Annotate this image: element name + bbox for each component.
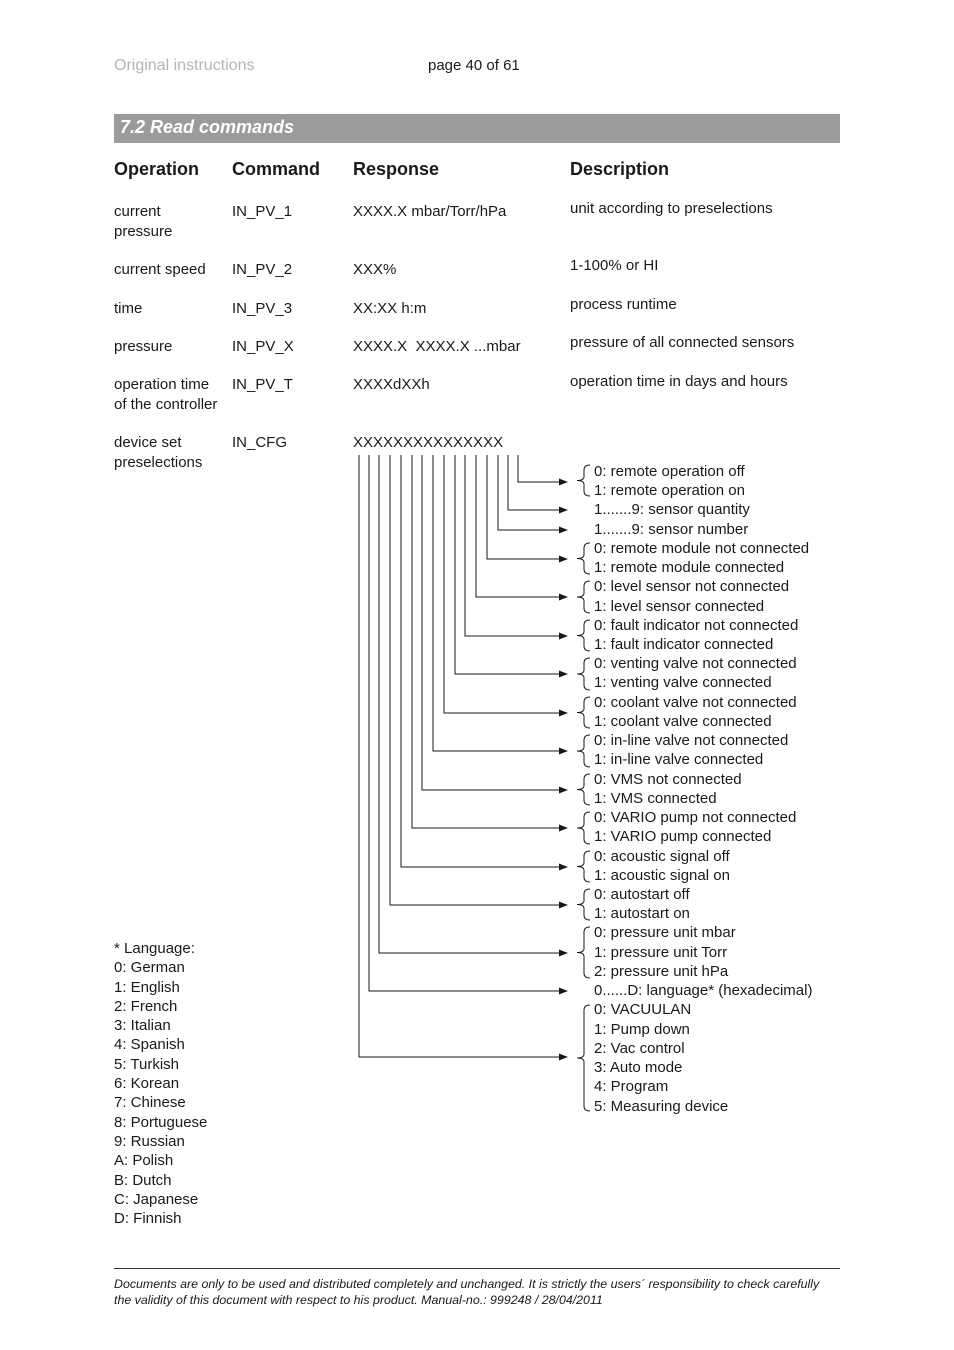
language-item: 8: Portuguese (114, 1113, 208, 1131)
row6-operation-line1: device set (114, 434, 182, 451)
footer-line1: Documents are only to be used and distributed completely and unchanged. It is strictly the users´ responsibility to check carefully (114, 1277, 820, 1291)
row2-command: IN_PV_2 (232, 261, 293, 278)
language-item: D: Finnish (114, 1210, 182, 1228)
row2-response: XXX% (353, 261, 397, 278)
row2-operation: current speed (114, 261, 206, 278)
row4-command: IN_PV_X (232, 338, 294, 355)
cfg-item: 0......D: language* (hexadecimal) (594, 982, 813, 999)
language-item: C: Japanese (114, 1190, 199, 1208)
cfg-item: 1: venting valve connected (594, 674, 772, 691)
cfg-item: 1: pressure unit Torr (594, 944, 728, 961)
brace (577, 697, 590, 728)
language-item: 2: French (114, 997, 178, 1015)
footer-line2: the validity of this document with respect to his product. Manual-no.: 999248 / 28/04/2011 (114, 1293, 603, 1307)
connector-line (518, 455, 560, 482)
brace (577, 774, 590, 805)
brace (577, 889, 590, 920)
section-title: 7.2 Read commands (120, 117, 295, 137)
row5-description: operation time in days and hours (570, 373, 788, 390)
row3-command: IN_PV_3 (232, 300, 293, 317)
language-list (114, 939, 207, 1228)
arrow-head (559, 748, 568, 755)
row2-description: 1-100% or HI (570, 257, 659, 274)
row4-description: pressure of all connected sensors (570, 334, 795, 351)
cfg-item: 0: remote operation off (594, 463, 745, 480)
brace (577, 1005, 590, 1111)
cfg-item: 1: remote module connected (594, 559, 785, 576)
arrow-head (559, 864, 568, 871)
arrow-head (559, 594, 568, 601)
row1-description: unit according to preselections (570, 200, 773, 217)
brace (577, 543, 590, 574)
row3-operation: time (114, 300, 143, 317)
cfg-item: 1: autostart on (594, 905, 690, 922)
row4-operation: pressure (114, 338, 173, 355)
row5-operation-line1: operation time (114, 376, 210, 393)
arrow-head (559, 787, 568, 794)
row6-command: IN_CFG (232, 434, 288, 451)
arrow-head (559, 1054, 568, 1061)
language-item: 5: Turkish (114, 1055, 180, 1073)
header-response: Response (353, 159, 440, 179)
arrow-head (559, 479, 568, 486)
cfg-item: 3: Auto mode (594, 1059, 683, 1076)
cfg-item: 5: Measuring device (594, 1098, 729, 1115)
row5-operation-line2: of the controller (114, 396, 218, 413)
row1-command: IN_PV_1 (232, 203, 293, 220)
connector-line (401, 455, 560, 867)
cfg-item: 0: autostart off (594, 886, 690, 903)
arrow-head (559, 902, 568, 909)
header-original-instructions: Original instructions (114, 57, 255, 74)
cfg-item: 0: VARIO pump not connected (594, 809, 797, 826)
arrow-head (559, 950, 568, 957)
cfg-item: 1: VARIO pump connected (594, 828, 772, 845)
cfg-item: 0: pressure unit mbar (594, 924, 736, 941)
row1-response: XXXX.X mbar/Torr/hPa (353, 203, 507, 220)
row1-operation-line2: pressure (114, 223, 173, 240)
language-title: * Language: (114, 940, 195, 957)
language-item: 9: Russian (114, 1132, 185, 1150)
cfg-item: 1: level sensor connected (594, 598, 765, 615)
language-item: B: Dutch (114, 1171, 172, 1189)
row3-description: process runtime (570, 296, 677, 313)
language-item: 6: Korean (114, 1075, 180, 1093)
cfg-item: 1: Pump down (594, 1021, 690, 1038)
cfg-item: 1: VMS connected (594, 790, 717, 807)
row5-response: XXXXdXXh (353, 376, 430, 393)
cfg-item: 1: acoustic signal on (594, 867, 730, 884)
language-item: 4: Spanish (114, 1036, 185, 1054)
connector-line (359, 455, 560, 1057)
brace (577, 735, 590, 767)
cfg-item: 1.......9: sensor quantity (594, 501, 750, 518)
arrow-head (559, 556, 568, 563)
arrow-head (559, 710, 568, 717)
language-item: 0: German (114, 959, 185, 977)
cfg-item: 1.......9: sensor number (594, 521, 749, 538)
cfg-item: 1: fault indicator connected (594, 636, 774, 653)
row5-command: IN_PV_T (232, 376, 293, 393)
cfg-item: 1: coolant valve connected (594, 713, 772, 730)
header-description: Description (570, 159, 670, 179)
brace (577, 581, 590, 613)
connector-line (390, 455, 560, 905)
cfg-item: 1: remote operation on (594, 482, 745, 499)
row6-operation-line2: preselections (114, 454, 203, 471)
arrow-head (559, 825, 568, 832)
cfg-item: 0: fault indicator not connected (594, 617, 799, 634)
brace (577, 465, 590, 496)
cfg-item: 0: in-line valve not connected (594, 732, 789, 749)
brace (577, 851, 590, 882)
cfg-item: 2: Vac control (594, 1040, 685, 1057)
connector-line (433, 455, 560, 751)
row1-operation-line1: current (114, 203, 161, 220)
row6-response: XXXXXXXXXXXXXXX (353, 434, 504, 451)
page-number: page 40 of 61 (428, 57, 520, 74)
brace (577, 658, 590, 690)
row4-response: XXXX.X XXXX.X ...mbar (353, 338, 521, 355)
cfg-item: 0: acoustic signal off (594, 848, 730, 865)
brace (577, 927, 590, 978)
language-item: 1: English (114, 978, 180, 996)
language-item: 3: Italian (114, 1017, 171, 1035)
cfg-item: 0: venting valve not connected (594, 655, 797, 672)
cfg-item: 0: VMS not connected (594, 771, 742, 788)
brace (577, 812, 590, 844)
header-command: Command (232, 159, 321, 179)
cfg-item: 4: Program (594, 1078, 669, 1095)
arrow-head (559, 507, 568, 514)
arrow-head (559, 633, 568, 640)
brace (577, 620, 590, 651)
footer-rule (114, 1268, 840, 1269)
language-item: 7: Chinese (114, 1094, 186, 1112)
language-item: A: Polish (114, 1152, 174, 1170)
arrow-head (559, 527, 568, 534)
cfg-item: 0: remote module not connected (594, 540, 810, 557)
cfg-item: 0: level sensor not connected (594, 578, 790, 595)
arrow-head (559, 988, 568, 995)
cfg-item: 1: in-line valve connected (594, 751, 764, 768)
header-operation: Operation (114, 159, 200, 179)
arrow-head (559, 671, 568, 678)
row3-response: XX:XX h:m (353, 300, 427, 317)
connector-line (498, 455, 560, 530)
connector-line (422, 455, 560, 790)
cfg-item: 0: coolant valve not connected (594, 694, 797, 711)
cfg-item: 0: VACUULAN (594, 1001, 692, 1018)
connector-line (412, 455, 560, 828)
cfg-item: 2: pressure unit hPa (594, 963, 729, 980)
footer-disclaimer (114, 1276, 819, 1308)
